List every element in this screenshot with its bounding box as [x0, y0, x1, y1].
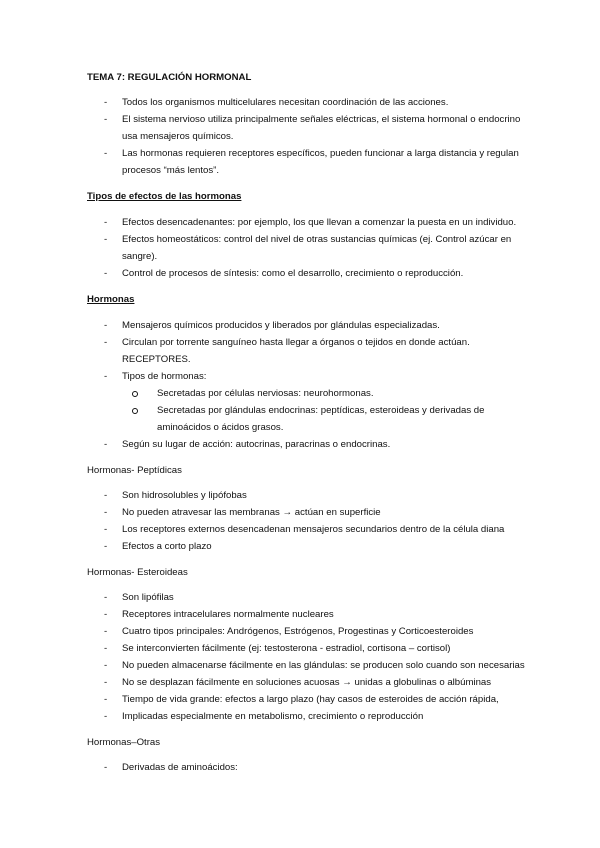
list-item: [87, 368, 527, 436]
otras-list: [87, 759, 527, 776]
peptidicas-list: [87, 487, 527, 555]
sub-list-item: Secretadas por células nerviosas: neurohormonas.: [122, 385, 527, 402]
list-item: - Cuatro tipos principales: Andrógenos, Estrógenos, Progestinas y Corticoesteroides: [87, 623, 527, 640]
list-item: - Derivadas de aminoácidos:: [87, 759, 527, 776]
section-heading-otras: Hormonas–Otras: [87, 737, 161, 748]
list-item: - Los receptores externos desencadenan mensajeros secundarios dentro de la célula diana: [87, 521, 527, 538]
list-item: - El sistema nervioso utiliza principalmente señales eléctricas, el sistema hormonal o endocrino usa mensajeros químicos.: [87, 111, 527, 145]
list-item: - Tiempo de vida grande: efectos a largo plazo (hay casos de esteroides de acción rápida,: [87, 691, 527, 708]
list-item-text: Tipos de hormonas:: [122, 371, 207, 382]
list-item: - No pueden atravesar las membranas → actúan en superficie: [87, 504, 527, 521]
list-item: - Efectos a corto plazo: [87, 538, 527, 555]
list-item: - No se desplazan fácilmente en soluciones acuosas → unidas a globulinas o albúminas: [87, 674, 527, 691]
list-item: - Todos los organismos multicelulares necesitan coordinación de las acciones.: [87, 94, 527, 111]
list-item: - Mensajeros químicos producidos y liberados por glándulas especializadas.: [87, 317, 527, 334]
list-item: - Control de procesos de síntesis: como el desarrollo, crecimiento o reproducción.: [87, 265, 527, 282]
document-title: TEMA 7: REGULACIÓN HORMONAL: [87, 72, 252, 83]
section-heading-esteroideas: Hormonas- Esteroideas: [87, 567, 188, 578]
list-item: - Según su lugar de acción: autocrinas, paracrinas o endocrinas.: [87, 436, 527, 453]
list-item: - No pueden almacenarse fácilmente en las glándulas: se producen solo cuando son necesarias: [87, 657, 527, 674]
section-heading-hormonas: Hormonas: [87, 294, 135, 305]
esteroideas-list: [87, 589, 527, 725]
list-item: - Efectos desencadenantes: por ejemplo, los que llevan a comenzar la puesta en un individuo.: [87, 214, 527, 231]
section-heading-tipos-efectos: Tipos de efectos de las hormonas: [87, 191, 242, 202]
list-item: - Circulan por torrente sanguíneo hasta llegar a órganos o tejidos en donde actúan. RECEPTORES.: [87, 334, 527, 368]
list-item: - Se interconvierten fácilmente (ej: testosterona - estradiol, cortisona – cortisol): [87, 640, 527, 657]
list-item: - Las hormonas requieren receptores específicos, pueden funcionar a larga distancia y regulan procesos “más lentos”.: [87, 145, 527, 179]
list-item: - Son hidrosolubles y lipófobas: [87, 487, 527, 504]
sub-list-item: Secretadas por glándulas endocrinas: peptídicas, esteroideas y derivadas de aminoácidos o ácidos grasos.: [122, 402, 527, 436]
hormonas-list: [87, 317, 527, 453]
intro-list: [87, 94, 527, 179]
section-heading-peptidicas: Hormonas- Peptídicas: [87, 465, 182, 476]
tipos-efectos-list: [87, 214, 527, 282]
list-item: - Implicadas especialmente en metabolismo, crecimiento o reproducción: [87, 708, 527, 725]
list-item: - Son lipófilas: [87, 589, 527, 606]
tipos-hormonas-sublist: [122, 385, 527, 436]
document-body: [87, 69, 527, 776]
list-item: - Efectos homeostáticos: control del nivel de otras sustancias químicas (ej. Control azúcar en sangre).: [87, 231, 527, 265]
list-item: - Receptores intracelulares normalmente nucleares: [87, 606, 527, 623]
